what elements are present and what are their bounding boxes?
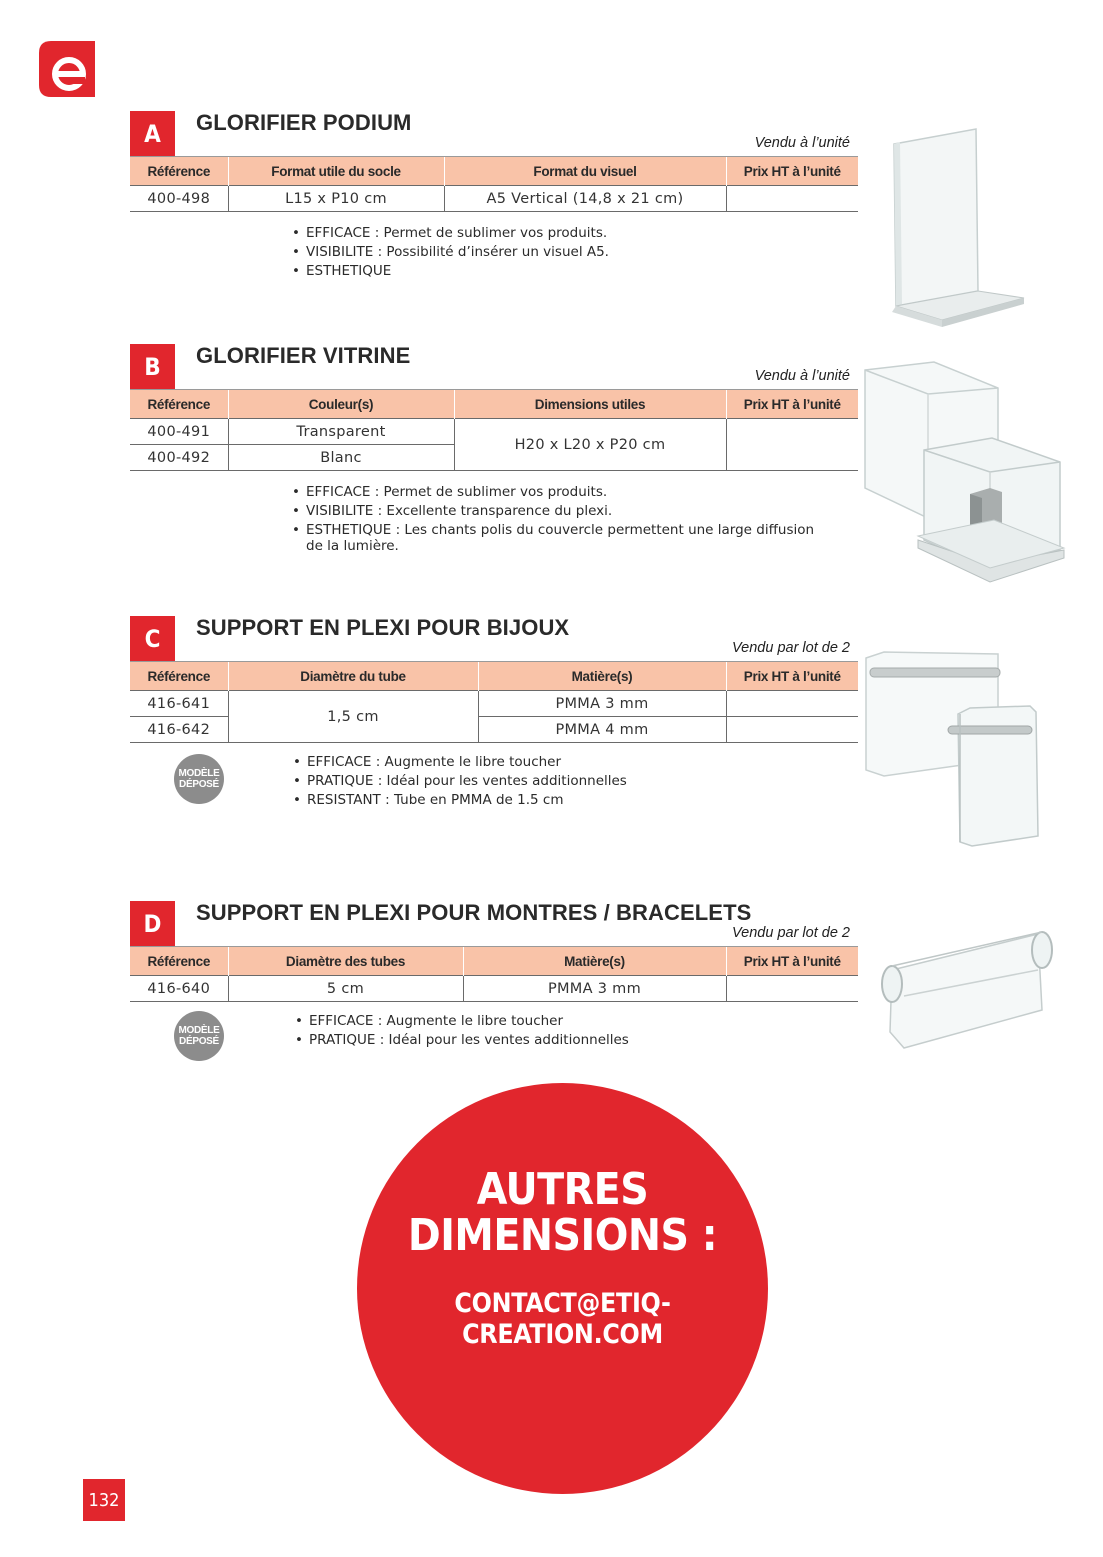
sold-by-note: Vendu par lot de 2 bbox=[732, 925, 850, 941]
contact-email[interactable]: CONTACT@ETIQ-CREATION.COM bbox=[454, 1288, 671, 1350]
promo-circle bbox=[357, 1083, 768, 1494]
watch-bracelet-support-product-image bbox=[878, 926, 1058, 1054]
table-row bbox=[130, 419, 858, 445]
table-row bbox=[130, 691, 858, 717]
table-header-row bbox=[130, 390, 858, 419]
promo-headline bbox=[357, 1164, 768, 1261]
registered-design-badge bbox=[174, 754, 224, 804]
section-letter: A bbox=[130, 111, 175, 157]
price-cell bbox=[726, 691, 858, 717]
price-cell bbox=[726, 976, 858, 1002]
table-cell: H20 x L20 x P20 cm bbox=[454, 419, 726, 471]
section-letter: B bbox=[130, 344, 175, 390]
section-b bbox=[130, 344, 858, 564]
column-header: Prix HT à l’unité bbox=[726, 662, 858, 691]
table-cell: A5 Vertical (14,8 x 21 cm) bbox=[444, 186, 726, 212]
column-header: Matière(s) bbox=[478, 662, 726, 691]
list-item: • VISIBILITE : Excellente transparence du plexi. bbox=[292, 502, 814, 521]
table-cell: L15 x P10 cm bbox=[228, 186, 444, 212]
section-title: SUPPORT EN PLEXI POUR MONTRES / BRACELETS bbox=[196, 900, 752, 925]
table-cell: PMMA 3 mm bbox=[463, 976, 726, 1002]
spec-table bbox=[130, 946, 858, 1002]
section-c bbox=[130, 616, 858, 816]
reference-cell: 416-640 bbox=[130, 976, 228, 1002]
list-item: • ESTHETIQUE bbox=[292, 262, 609, 281]
section-d bbox=[130, 901, 858, 1071]
feature-list bbox=[292, 224, 609, 281]
sold-by-note: Vendu à l’unité bbox=[754, 135, 850, 151]
list-item-text: ESTHETIQUE : Les chants polis du couvercle permettent une large diffusion bbox=[306, 522, 815, 538]
list-item: • EFFICACE : Augmente le libre toucher bbox=[295, 1012, 629, 1031]
table-cell: PMMA 3 mm bbox=[478, 691, 726, 717]
promo-line: AUTRES bbox=[476, 1164, 649, 1215]
section-title: SUPPORT EN PLEXI POUR BIJOUX bbox=[196, 615, 570, 640]
feature-list bbox=[295, 1012, 629, 1050]
column-header: Prix HT à l’unité bbox=[726, 390, 858, 419]
list-item: • VISIBILITE : Possibilité d’insérer un visuel A5. bbox=[292, 243, 609, 262]
spec-table bbox=[130, 661, 858, 743]
table-row bbox=[130, 976, 858, 1002]
reference-cell: 400-492 bbox=[130, 445, 228, 471]
reference-cell: 416-642 bbox=[130, 717, 228, 743]
column-header: Couleur(s) bbox=[228, 390, 454, 419]
badge-line: DÉPOSÉ bbox=[179, 779, 219, 790]
list-item: • PRATIQUE : Idéal pour les ventes additionnelles bbox=[295, 1031, 629, 1050]
price-cell bbox=[726, 717, 858, 743]
reference-cell: 400-491 bbox=[130, 419, 228, 445]
table-row bbox=[130, 186, 858, 212]
list-item: • RESISTANT : Tube en PMMA de 1.5 cm bbox=[293, 791, 627, 810]
table-cell: Blanc bbox=[228, 445, 454, 471]
badge-line: MODÈLE bbox=[178, 1025, 220, 1036]
section-letter: D bbox=[130, 901, 175, 947]
column-header: Référence bbox=[130, 390, 228, 419]
column-header: Diamètre du tube bbox=[228, 662, 478, 691]
column-header: Prix HT à l’unité bbox=[726, 947, 858, 976]
list-item: • EFFICACE : Permet de sublimer vos produits. bbox=[292, 483, 814, 502]
list-item: • PRATIQUE : Idéal pour les ventes additionnelles bbox=[293, 772, 627, 791]
column-header: Référence bbox=[130, 662, 228, 691]
feature-list bbox=[292, 483, 814, 556]
price-cell bbox=[726, 419, 858, 471]
reference-cell: 416-641 bbox=[130, 691, 228, 717]
jewelry-support-product-image bbox=[862, 648, 1062, 853]
page-number: 132 bbox=[83, 1479, 125, 1521]
column-header: Diamètre des tubes bbox=[228, 947, 463, 976]
reference-cell: 400-498 bbox=[130, 186, 228, 212]
column-header: Référence bbox=[130, 157, 228, 186]
section-letter: C bbox=[130, 616, 175, 662]
table-cell: Transparent bbox=[228, 419, 454, 445]
column-header: Format utile du socle bbox=[228, 157, 444, 186]
list-item bbox=[292, 521, 814, 556]
table-cell: PMMA 4 mm bbox=[478, 717, 726, 743]
column-header: Format du visuel bbox=[444, 157, 726, 186]
podium-product-image bbox=[886, 126, 1028, 332]
table-cell: 1,5 cm bbox=[228, 691, 478, 743]
etiq-creation-e-logo-icon bbox=[39, 41, 95, 97]
sold-by-note: Vendu par lot de 2 bbox=[732, 640, 850, 656]
badge-line: MODÈLE bbox=[178, 768, 220, 779]
column-header: Dimensions utiles bbox=[454, 390, 726, 419]
column-header: Matière(s) bbox=[463, 947, 726, 976]
registered-design-badge bbox=[174, 1011, 224, 1061]
section-title: GLORIFIER PODIUM bbox=[196, 110, 412, 135]
section-title: GLORIFIER VITRINE bbox=[196, 343, 411, 368]
column-header: Prix HT à l’unité bbox=[726, 157, 858, 186]
table-header-row bbox=[130, 157, 858, 186]
list-item-continuation: de la lumière. bbox=[306, 538, 399, 554]
table-header-row bbox=[130, 947, 858, 976]
badge-line: DÉPOSÉ bbox=[179, 1036, 219, 1047]
spec-table bbox=[130, 389, 858, 471]
list-item: • EFFICACE : Permet de sublimer vos produits. bbox=[292, 224, 609, 243]
feature-list bbox=[293, 753, 627, 810]
list-item: • EFFICACE : Augmente le libre toucher bbox=[293, 753, 627, 772]
vitrine-product-image bbox=[862, 360, 1067, 592]
table-cell: 5 cm bbox=[228, 976, 463, 1002]
section-a bbox=[130, 111, 858, 291]
column-header: Référence bbox=[130, 947, 228, 976]
price-cell bbox=[726, 186, 858, 212]
sold-by-note: Vendu à l’unité bbox=[754, 368, 850, 384]
table-header-row bbox=[130, 662, 858, 691]
promo-line: DIMENSIONS : bbox=[407, 1210, 718, 1261]
spec-table bbox=[130, 156, 858, 212]
